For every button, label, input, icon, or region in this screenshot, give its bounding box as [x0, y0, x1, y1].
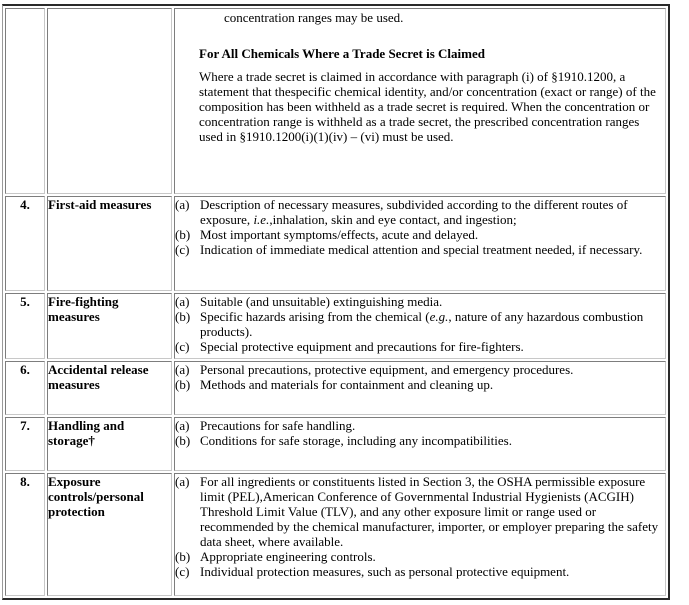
list-item	[175, 474, 665, 549]
section-title: Handling and storage†	[47, 417, 172, 471]
requirement-list	[175, 474, 665, 579]
table-row-section-7	[5, 417, 666, 471]
list-item	[175, 242, 665, 257]
item-text-post: , nature of any hazardous combustion products).	[200, 309, 644, 339]
requirement-list	[175, 197, 665, 257]
item-text: Conditions for safe storage, including any incompatibilities.	[200, 433, 512, 448]
item-label: (b)	[175, 549, 191, 564]
table-row-section-4	[5, 196, 666, 291]
item-text: Individual protection measures, such as personal protective equipment.	[200, 564, 570, 579]
section-title: First-aid measures	[47, 196, 172, 291]
list-item	[175, 433, 665, 448]
section-description-cell	[174, 8, 666, 194]
section-description	[174, 417, 666, 471]
item-text: Appropriate engineering controls.	[200, 549, 376, 564]
item-label: (c)	[175, 242, 190, 257]
table-row-section-6	[5, 361, 666, 415]
section-number: 4.	[5, 196, 45, 291]
list-item	[175, 362, 665, 377]
item-text: Precautions for safe handling.	[200, 418, 356, 433]
item-label: (b)	[175, 377, 191, 392]
item-text: Personal precautions, protective equipment, and emergency procedures.	[200, 362, 574, 377]
list-item	[175, 309, 665, 339]
item-label: (a)	[175, 418, 190, 433]
section-title: Exposure controls/personal protection	[47, 473, 172, 596]
item-text: For all ingredients or constituents listed in Section 3, the OSHA permissible exposure limit (PEL),American Conference of Governmental Industrial Hygienists (ACGIH) Threshold Limit Value (TLV), and any other exposure limit or range used or recommended by the chemical manufacturer, importer, or employer preparing the safety data sheet, where available.	[200, 474, 659, 549]
trade-secret-paragraph: Where a trade secret is claimed in accordance with paragraph (i) of §1910.1200, a statement that thespecific chemical identity, and/or concentration (exact or range) of the composition has been withheld as a trade secret is required. When the concentration or concentration range is withheld as a trade secret, the prescribed concentration ranges used in §1910.1200(i)(1)(iv) – (vi) must be used.	[199, 69, 656, 144]
section-number: 6.	[5, 361, 45, 415]
requirement-list	[175, 418, 665, 448]
item-italic: e.g.	[429, 309, 449, 324]
section-description	[174, 196, 666, 291]
item-label: (c)	[175, 339, 190, 354]
section-description	[174, 361, 666, 415]
item-italic: i.e.	[253, 212, 270, 227]
list-item	[175, 227, 665, 242]
item-label: (a)	[175, 362, 190, 377]
continued-text: concentration ranges may be used.	[224, 10, 404, 25]
list-item	[175, 197, 665, 227]
item-label: (b)	[175, 433, 191, 448]
table-row-section-5	[5, 293, 666, 359]
item-text: Indication of immediate medical attention and special treatment needed, if necessary.	[200, 242, 643, 257]
list-item	[175, 339, 665, 354]
section-title: Accidental release measures	[47, 361, 172, 415]
requirement-list	[175, 362, 665, 392]
item-label: (c)	[175, 564, 190, 579]
item-label: (a)	[175, 474, 190, 489]
sds-sections-table	[2, 4, 670, 600]
requirement-list	[175, 294, 665, 354]
list-item	[175, 418, 665, 433]
section-number: 7.	[5, 417, 45, 471]
item-text: Most important symptoms/effects, acute and delayed.	[200, 227, 479, 242]
item-text-post: ,inhalation, skin and eye contact, and ingestion;	[269, 212, 517, 227]
item-text: Methods and materials for containment and cleaning up.	[200, 377, 494, 392]
section-title: Fire-fighting measures	[47, 293, 172, 359]
section-description	[174, 293, 666, 359]
item-label: (a)	[175, 197, 190, 212]
table-row-continuation	[5, 8, 666, 194]
list-item	[175, 377, 665, 392]
table-row-section-8	[5, 473, 666, 596]
item-text: Specific hazards arising from the chemical (	[200, 309, 430, 324]
item-label: (b)	[175, 227, 191, 242]
section-title-cell	[47, 8, 172, 194]
section-number: 8.	[5, 473, 45, 596]
list-item	[175, 294, 665, 309]
item-text: Description of necessary measures, subdivided according to the different routes of exposure,	[200, 197, 628, 227]
item-label: (a)	[175, 294, 190, 309]
section-description	[174, 473, 666, 596]
trade-secret-subheading: For All Chemicals Where a Trade Secret is Claimed	[199, 46, 485, 61]
section-number: 5.	[5, 293, 45, 359]
list-item	[175, 564, 665, 579]
item-text: Special protective equipment and precautions for fire-fighters.	[200, 339, 524, 354]
section-number-cell	[5, 8, 45, 194]
list-item	[175, 549, 665, 564]
item-label: (b)	[175, 309, 191, 324]
item-text: Suitable (and unsuitable) extinguishing media.	[200, 294, 443, 309]
